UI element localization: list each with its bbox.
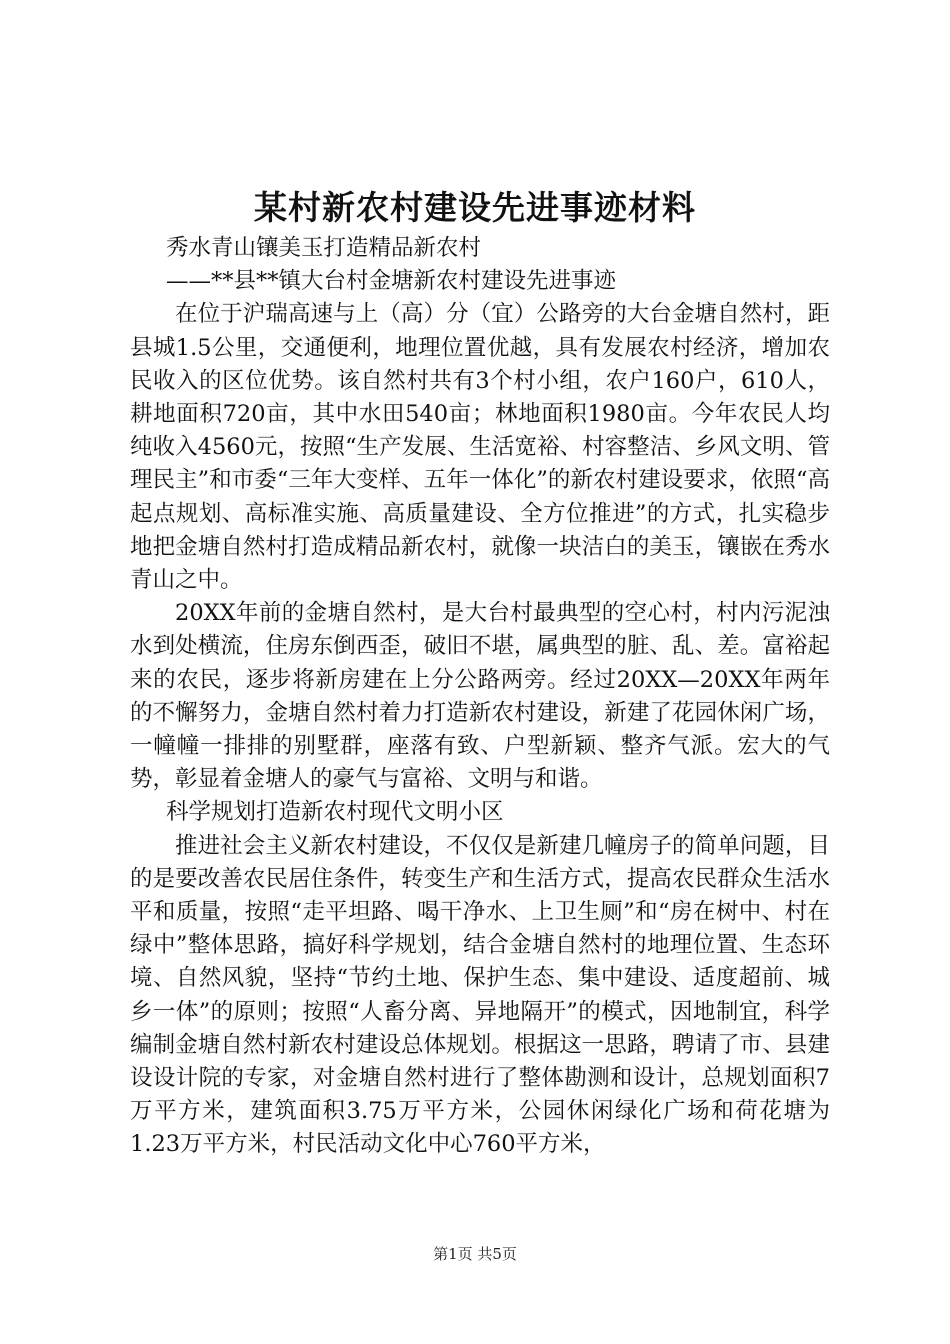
page-number-footer: 第1页 共5页 bbox=[433, 1245, 517, 1263]
paragraph: 推进社会主义新农村建设，不仅仅是新建几幢房子的简单问题，目的是要改善农民居住条件，转变生产和生活方式，提高农民群众生活水平和质量，按照“走平坦路、喝干净水、上卫生厕”和“房在树中、村在绿中”整体思路，搞好科学规划，结合金塘自然村的地理位置、生态环境、自然风貌，坚持“节约土地、保护生态、集中建设、适度超前、城乡一体”的原则；按照“人畜分离、异地隔开”的模式，因地制宜，科学编制金塘自然村新农村建设总体规划。根据这一思路，聘请了市、县建设设计院的专家，对金塘自然村进行了整体勘测和设计，总规划面积7万平方米，建筑面积3.75万平方米，公园休闲绿化广场和荷花塘为1.23万平方米，村民活动文化中心760平方米， bbox=[130, 832, 830, 1158]
paragraph: 20XX年前的金塘自然村，是大台村最典型的空心村，村内污泥浊水到处横流，住房东倒西歪，破旧不堪，属典型的脏、乱、差。富裕起来的农民，逐步将新房建在上分公路两旁。经过20XX—20XX年两年的不懈努力，金塘自然村着力打造新农村建设，新建了花园休闲广场，一幢幢一排排的别墅群，座落有致、户型新颖、整齐气派。宏大的气势，彰显着金塘人的豪气与富裕、文明与和谐。 bbox=[130, 600, 830, 793]
document-body bbox=[130, 232, 830, 1162]
document-title: 某村新农村建设先进事迹材料 bbox=[254, 188, 696, 227]
subtitle: 秀水青山镶美玉打造精品新农村 bbox=[166, 235, 482, 261]
section-heading: 科学规划打造新农村现代文明小区 bbox=[166, 799, 504, 826]
paragraph: 在位于沪瑞高速与上（高）分（宜）公路旁的大台金塘自然村，距县城1.5公里，交通便利，地理位置优越，具有发展农村经济，增加农民收入的区位优势。该自然村共有3个村小组，农户160户，610人，耕地面积720亩，其中水田540亩；林地面积1980亩。今年农民人均纯收入4560元，按照“生产发展、生活宽裕、村容整洁、乡风文明、管理民主”和市委“三年大变样、五年一体化”的新农村建设要求，依照“高起点规划、高标准实施、高质量建设、全方位推进”的方式，扎实稳步地把金塘自然村打造成精品新农村，就像一块洁白的美玉，镶嵌在秀水青山之中。 bbox=[130, 301, 830, 594]
byline: ——**县**镇大台村金塘新农村建设先进事迹 bbox=[166, 268, 617, 295]
